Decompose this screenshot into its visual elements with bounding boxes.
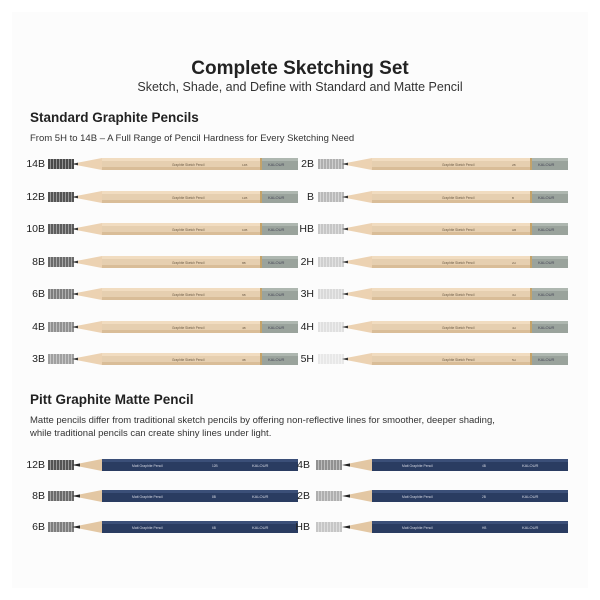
pencil-label: Graphite Sketch Pencil bbox=[442, 293, 475, 297]
brand-label: KALOUR bbox=[522, 494, 539, 499]
pencil-code: 3B bbox=[242, 358, 246, 362]
grade-label: 8B bbox=[32, 490, 45, 502]
brand-label: KALOUR bbox=[268, 194, 285, 200]
pencil-image bbox=[342, 489, 568, 503]
grade-label: 2B bbox=[301, 158, 314, 170]
grade-label: 6B bbox=[32, 521, 45, 533]
stroke-swatch bbox=[318, 159, 344, 169]
stroke-swatch bbox=[318, 257, 344, 267]
pencil-code: 6B bbox=[212, 526, 216, 530]
brand-label: KALOUR bbox=[538, 194, 555, 200]
pencil-label: Graphite Sketch Pencil bbox=[442, 228, 475, 232]
pencil-row bbox=[0, 285, 600, 305]
pencil-image bbox=[342, 458, 568, 472]
matte-description bbox=[30, 414, 575, 440]
matte-description-line2: while traditional pencils can create shiny lines under light. bbox=[30, 428, 272, 439]
matte-heading: Pitt Graphite Matte Pencil bbox=[30, 392, 194, 407]
pencil-image bbox=[342, 255, 568, 269]
pencil-row bbox=[0, 253, 600, 273]
brand-label: KALOUR bbox=[252, 525, 269, 530]
brand-label: KALOUR bbox=[268, 357, 285, 362]
stroke-swatch bbox=[318, 224, 344, 234]
page-title: Complete Sketching Set bbox=[191, 58, 409, 79]
pencil-code: 14B bbox=[242, 163, 248, 167]
pencil-code: B bbox=[512, 195, 515, 200]
brand-label: KALOUR bbox=[268, 324, 285, 330]
grade-label: 4B bbox=[297, 459, 310, 471]
pencil-image bbox=[342, 352, 568, 366]
pencil-code: 2B bbox=[482, 495, 486, 499]
stroke-swatch bbox=[316, 491, 342, 501]
pencil-label: Matt Graphite Pencil bbox=[402, 464, 433, 468]
pencil-code: 3H bbox=[512, 293, 516, 297]
pencil-code: 10B bbox=[242, 228, 248, 232]
pencil-code: 12B bbox=[242, 195, 248, 200]
pencil-label: Graphite Sketch Pencil bbox=[172, 260, 205, 265]
pencil-code: 2H bbox=[512, 260, 516, 265]
grade-label: 12B bbox=[26, 459, 45, 471]
grade-label: 4B bbox=[32, 320, 45, 333]
pencil-row bbox=[0, 220, 600, 240]
brand-label: KALOUR bbox=[268, 259, 285, 265]
pencil-code: 2B bbox=[512, 163, 516, 167]
brand-label: KALOUR bbox=[538, 324, 555, 330]
grade-label: 2H bbox=[300, 255, 314, 268]
matte-description-line1: Matte pencils differ from traditional sketch pencils by offering non-reflective lines for smoother, deeper shading, bbox=[30, 415, 495, 426]
grade-label: 10B bbox=[26, 223, 45, 235]
brand-label: KALOUR bbox=[268, 292, 285, 297]
grade-label: 8B bbox=[32, 255, 45, 268]
grade-label: HB bbox=[299, 223, 314, 235]
stroke-swatch bbox=[316, 460, 342, 470]
pencil-label: Graphite Sketch Pencil bbox=[172, 163, 205, 167]
grade-label: 14B bbox=[26, 158, 45, 170]
stroke-swatch bbox=[318, 289, 344, 299]
pencil-code: HB bbox=[482, 526, 487, 530]
pencil-label: Graphite Sketch Pencil bbox=[172, 325, 205, 330]
pencil-image bbox=[342, 222, 568, 236]
stroke-swatch bbox=[318, 322, 344, 332]
page-subtitle: Sketch, Shade, and Define with Standard and Matte Pencil bbox=[137, 80, 463, 94]
pencil-label: Matt Graphite Pencil bbox=[132, 495, 163, 499]
grade-label: 6B bbox=[32, 288, 45, 300]
grade-label: HB bbox=[295, 521, 310, 533]
pencil-code: 8B bbox=[242, 260, 246, 265]
pencil-label: Matt Graphite Pencil bbox=[402, 495, 433, 499]
grade-label: 2B bbox=[297, 490, 310, 502]
stroke-swatch bbox=[316, 522, 342, 532]
grade-label: 12B bbox=[26, 190, 45, 203]
brand-label: KALOUR bbox=[522, 525, 539, 530]
pencil-code: 4B bbox=[242, 325, 246, 330]
stroke-swatch bbox=[318, 354, 344, 364]
brand-label: KALOUR bbox=[538, 259, 555, 265]
pencil-label: Graphite Sketch Pencil bbox=[442, 325, 475, 330]
brand-label: KALOUR bbox=[252, 494, 269, 499]
pencil-code: 6B bbox=[242, 293, 246, 297]
pencil-code: 12B bbox=[212, 464, 218, 468]
brand-label: KALOUR bbox=[538, 357, 555, 362]
grade-label: 3H bbox=[300, 288, 314, 300]
standard-heading: Standard Graphite Pencils bbox=[30, 110, 199, 125]
brand-label: KALOUR bbox=[268, 227, 285, 232]
stroke-swatch bbox=[318, 192, 344, 202]
pencil-label: Graphite Sketch Pencil bbox=[442, 358, 475, 362]
pencil-label: Graphite Sketch Pencil bbox=[172, 358, 205, 362]
brand-label: KALOUR bbox=[538, 292, 555, 297]
brand-label: KALOUR bbox=[268, 162, 285, 167]
pencil-code: 4B bbox=[482, 464, 486, 468]
pencil-code: 5H bbox=[512, 358, 516, 362]
pencil-row bbox=[0, 318, 600, 338]
pencil-row bbox=[0, 155, 600, 175]
brand-label: KALOUR bbox=[522, 463, 539, 468]
pencil-label: Graphite Sketch Pencil bbox=[172, 195, 205, 200]
grade-label: 5H bbox=[300, 353, 314, 365]
pencil-label: Matt Graphite Pencil bbox=[132, 526, 163, 530]
pencil-label: Graphite Sketch Pencil bbox=[442, 195, 475, 200]
pencil-label: Matt Graphite Pencil bbox=[402, 526, 433, 530]
pencil-code: 4H bbox=[512, 325, 516, 330]
pencil-label: Graphite Sketch Pencil bbox=[442, 163, 475, 167]
grade-label: 4H bbox=[300, 320, 314, 333]
pencil-row bbox=[0, 518, 600, 538]
pencil-code: 8B bbox=[212, 495, 216, 499]
pencil-label: Graphite Sketch Pencil bbox=[172, 293, 205, 297]
standard-description: From 5H to 14B – A Full Range of Pencil Hardness for Every Sketching Need bbox=[30, 133, 355, 144]
pencil-image bbox=[342, 190, 568, 204]
pencil-row bbox=[0, 456, 600, 476]
pencil-image bbox=[342, 320, 568, 334]
pencil-label: Graphite Sketch Pencil bbox=[172, 228, 205, 232]
pencil-row bbox=[0, 350, 600, 370]
grade-label: B bbox=[306, 190, 314, 203]
pencil-image bbox=[342, 157, 568, 171]
pencil-code: HB bbox=[512, 228, 517, 232]
brand-label: KALOUR bbox=[538, 227, 555, 232]
grade-label: 3B bbox=[32, 353, 45, 365]
pencil-image bbox=[342, 520, 568, 534]
brand-label: KALOUR bbox=[252, 463, 269, 468]
pencil-label: Matt Graphite Pencil bbox=[132, 464, 163, 468]
pencil-row bbox=[0, 188, 600, 208]
pencil-row bbox=[0, 487, 600, 507]
brand-label: KALOUR bbox=[538, 162, 555, 167]
pencil-label: Graphite Sketch Pencil bbox=[442, 260, 475, 265]
pencil-image bbox=[342, 287, 568, 301]
